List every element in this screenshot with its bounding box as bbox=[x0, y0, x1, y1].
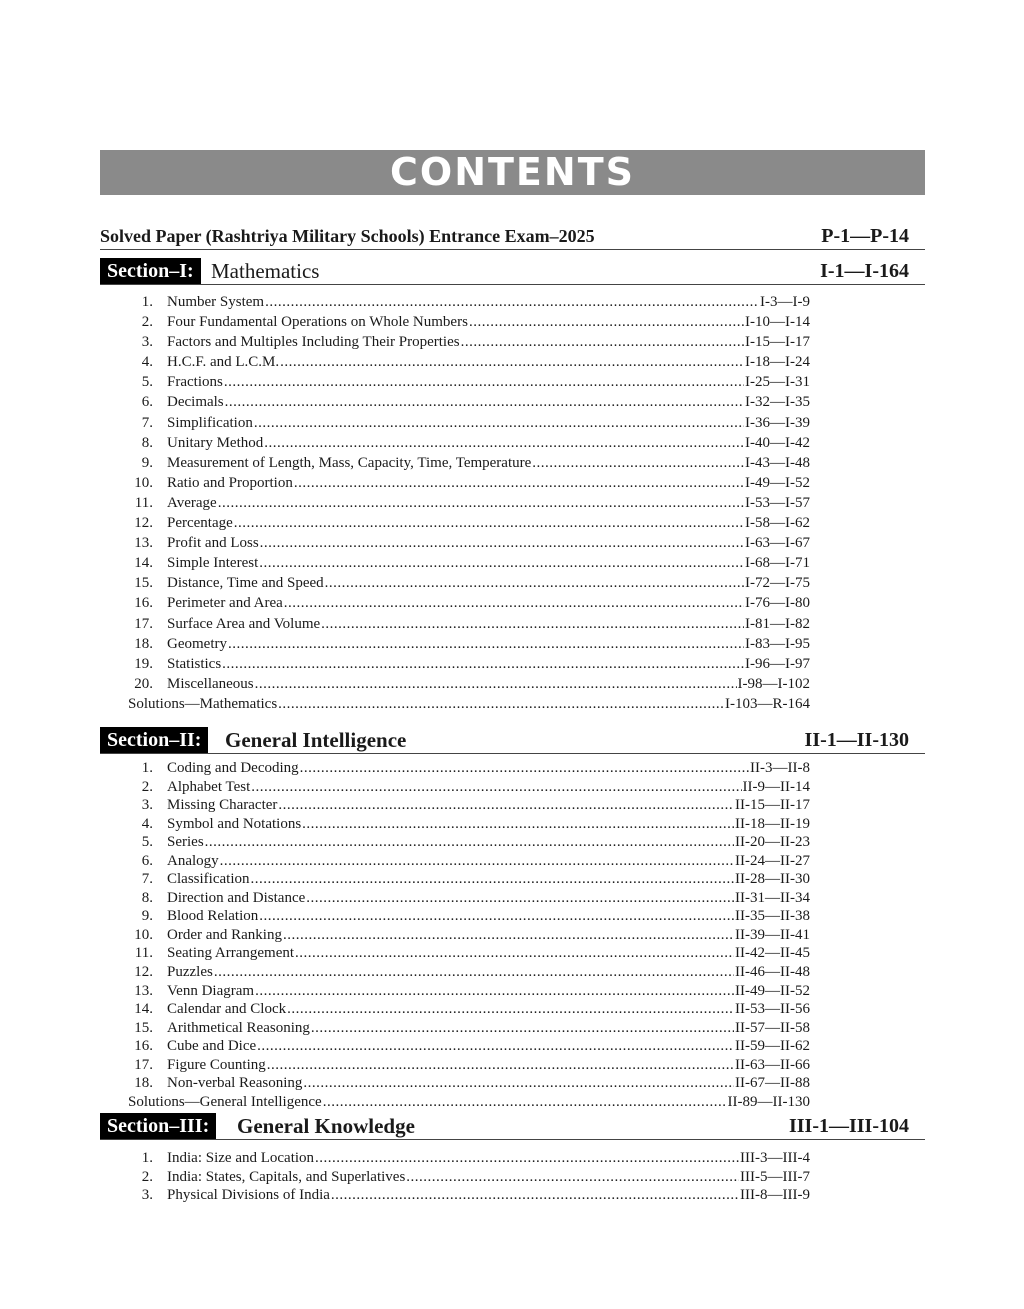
entry-title: Miscellaneous bbox=[167, 675, 254, 692]
entry-pages: II-39—II-41 bbox=[735, 926, 810, 943]
entry-pages: I-83—I-95 bbox=[745, 635, 810, 652]
toc-entry[interactable] bbox=[100, 553, 810, 573]
entry-title: Factors and Multiples Including Their Properties bbox=[167, 334, 460, 351]
dot-leader bbox=[302, 815, 734, 834]
entry-number: 7. bbox=[141, 871, 153, 888]
dot-leader bbox=[255, 982, 734, 1001]
entry-title: Profit and Loss bbox=[167, 535, 259, 552]
toc-entry[interactable] bbox=[100, 982, 810, 1001]
section-2-header[interactable] bbox=[100, 727, 925, 754]
toc-entry[interactable] bbox=[100, 614, 810, 634]
section-label: Section–III: bbox=[100, 1113, 216, 1139]
dot-leader bbox=[303, 1074, 734, 1093]
entry-pages: I-98—I-102 bbox=[737, 675, 810, 692]
entry-pages: II-35—II-38 bbox=[735, 908, 810, 925]
entry-number: 14. bbox=[134, 1001, 153, 1018]
entry-pages: I-63—I-67 bbox=[745, 535, 810, 552]
dot-leader bbox=[267, 1056, 734, 1075]
entry-pages: I-81—I-82 bbox=[745, 615, 810, 632]
entry-pages: II-49—II-52 bbox=[735, 982, 810, 999]
toc-entry[interactable] bbox=[100, 533, 810, 553]
toc-entry[interactable] bbox=[100, 332, 810, 352]
section-name: General Intelligence bbox=[225, 728, 407, 752]
entry-pages: II-3—II-8 bbox=[750, 760, 810, 776]
entry-title: Analogy bbox=[167, 852, 219, 869]
dot-leader bbox=[251, 870, 735, 889]
entry-title: Series bbox=[167, 834, 204, 851]
toc-entry[interactable] bbox=[100, 473, 810, 493]
toc-entry[interactable] bbox=[100, 926, 810, 945]
dot-leader bbox=[278, 694, 724, 714]
entry-pages: II-18—II-19 bbox=[735, 815, 810, 832]
entry-pages: II-63—II-66 bbox=[735, 1056, 810, 1073]
entry-title: Simplification bbox=[167, 414, 253, 431]
entry-title: Geometry bbox=[167, 635, 227, 652]
entry-number: 2. bbox=[141, 1168, 153, 1185]
section-1-header[interactable] bbox=[100, 258, 925, 285]
entry-number: 19. bbox=[134, 655, 153, 672]
dot-leader bbox=[220, 852, 734, 871]
toc-entry[interactable] bbox=[100, 759, 810, 778]
section-name: General Knowledge bbox=[237, 1114, 415, 1138]
toc-entry[interactable] bbox=[100, 453, 810, 473]
entry-number: 4. bbox=[141, 815, 153, 832]
toc-entry[interactable] bbox=[100, 833, 810, 852]
entry-title: Decimals bbox=[167, 394, 224, 411]
entry-number: 11. bbox=[134, 945, 153, 962]
entry-title: Figure Counting bbox=[167, 1056, 266, 1073]
dot-leader bbox=[406, 1168, 739, 1187]
entry-pages: II-31—II-34 bbox=[735, 889, 810, 906]
entry-number: 2. bbox=[141, 314, 153, 331]
dot-leader bbox=[280, 352, 744, 372]
toc-entry[interactable] bbox=[100, 674, 810, 694]
entry-title: Distance, Time and Speed bbox=[167, 575, 324, 592]
entry-number: 1. bbox=[141, 760, 153, 776]
dot-leader bbox=[294, 473, 744, 493]
toc-entry[interactable] bbox=[100, 312, 810, 332]
entry-pages: III-5—III-7 bbox=[740, 1168, 810, 1185]
entry-title: India: States, Capitals, and Superlatives bbox=[167, 1168, 406, 1185]
dot-leader bbox=[311, 1019, 734, 1038]
toc-entry[interactable] bbox=[100, 372, 810, 392]
entry-number: 9. bbox=[141, 908, 153, 925]
entry-title: Ratio and Proportion bbox=[167, 474, 293, 491]
entry-pages: II-57—II-58 bbox=[735, 1019, 810, 1036]
entry-pages: II-59—II-62 bbox=[735, 1038, 810, 1055]
entry-number: 15. bbox=[134, 1019, 153, 1036]
toc-entry[interactable] bbox=[100, 944, 810, 963]
dot-leader bbox=[323, 1093, 727, 1112]
entry-number: 1. bbox=[141, 294, 153, 310]
entry-title: Classification bbox=[167, 871, 250, 888]
toc-solutions-entry[interactable] bbox=[100, 1093, 810, 1112]
entry-number: 8. bbox=[141, 434, 153, 451]
toc-entry[interactable] bbox=[100, 778, 810, 797]
entry-title: Calendar and Clock bbox=[167, 1001, 287, 1018]
entry-title: Percentage bbox=[167, 515, 233, 532]
entry-pages: II-42—II-45 bbox=[735, 945, 810, 962]
toc-entry[interactable] bbox=[100, 1037, 810, 1056]
dot-leader bbox=[214, 963, 734, 982]
section-label: Section–II: bbox=[100, 727, 208, 753]
entry-pages: I-15—I-17 bbox=[745, 334, 810, 351]
entry-title: Physical Divisions of India bbox=[167, 1187, 330, 1203]
solutions-pages: I-103—R-164 bbox=[725, 695, 810, 712]
section-pages: II-1—II-130 bbox=[804, 729, 909, 751]
entry-pages: I-53—I-57 bbox=[745, 494, 810, 511]
section-1-entries bbox=[100, 292, 810, 714]
dot-leader bbox=[278, 796, 734, 815]
entry-number: 13. bbox=[134, 982, 153, 999]
entry-title: Measurement of Length, Mass, Capacity, Time, Temperature bbox=[167, 454, 532, 471]
dot-leader bbox=[234, 513, 744, 533]
solved-paper-title: Solved Paper (Rashtriya Military Schools) Entrance Exam–2025 bbox=[100, 226, 595, 246]
dot-leader bbox=[325, 573, 744, 593]
entry-pages: II-9—II-14 bbox=[742, 778, 810, 795]
entry-number: 2. bbox=[141, 778, 153, 795]
entry-number: 16. bbox=[134, 595, 153, 612]
dot-leader bbox=[218, 493, 744, 513]
dot-leader bbox=[264, 433, 744, 453]
toc-entry[interactable] bbox=[100, 1074, 810, 1093]
entry-title: Missing Character bbox=[167, 797, 278, 814]
toc-entry[interactable] bbox=[100, 963, 810, 982]
entry-title: Statistics bbox=[167, 655, 222, 672]
entry-title: Unitary Method bbox=[167, 434, 264, 451]
toc-entry[interactable] bbox=[100, 1186, 810, 1205]
entry-pages: I-43—I-48 bbox=[745, 454, 810, 471]
entry-pages: II-20—II-23 bbox=[735, 834, 810, 851]
dot-leader bbox=[259, 907, 734, 926]
entry-pages: II-15—II-17 bbox=[735, 797, 810, 814]
entry-pages: I-49—I-52 bbox=[745, 474, 810, 491]
toc-entry[interactable] bbox=[100, 292, 810, 312]
toc-entry[interactable] bbox=[100, 1019, 810, 1038]
toc-entry[interactable] bbox=[100, 634, 810, 654]
entry-number: 6. bbox=[141, 852, 153, 869]
entry-pages: III-3—III-4 bbox=[740, 1150, 810, 1166]
toc-entry[interactable] bbox=[100, 815, 810, 834]
entry-pages: I-18—I-24 bbox=[745, 354, 810, 371]
dot-leader bbox=[295, 944, 734, 963]
toc-entry[interactable] bbox=[100, 573, 810, 593]
entry-number: 13. bbox=[134, 535, 153, 552]
entry-title: Four Fundamental Operations on Whole Numbers bbox=[167, 314, 468, 331]
contents-banner: CONTENTS bbox=[100, 150, 925, 195]
toc-entry[interactable] bbox=[100, 493, 810, 513]
toc-entry[interactable] bbox=[100, 1000, 810, 1019]
entry-number: 6. bbox=[141, 394, 153, 411]
dot-leader bbox=[224, 372, 744, 392]
entry-pages: II-67—II-88 bbox=[735, 1075, 810, 1092]
entry-pages: II-53—II-56 bbox=[735, 1001, 810, 1018]
entry-pages: I-68—I-71 bbox=[745, 555, 810, 572]
entry-number: 14. bbox=[134, 555, 153, 572]
dot-leader bbox=[532, 453, 744, 473]
section-label: Section–I: bbox=[100, 258, 201, 284]
entry-title: Surface Area and Volume bbox=[167, 615, 321, 632]
entry-number: 20. bbox=[134, 675, 153, 692]
dot-leader bbox=[254, 413, 744, 433]
entry-number: 12. bbox=[134, 515, 153, 532]
entry-number: 16. bbox=[134, 1038, 153, 1055]
entry-title: Non-verbal Reasoning bbox=[167, 1075, 303, 1092]
entry-pages: I-58—I-62 bbox=[745, 515, 810, 532]
dot-leader bbox=[315, 1149, 739, 1168]
entry-pages: I-72—I-75 bbox=[745, 575, 810, 592]
entry-number: 10. bbox=[134, 474, 153, 491]
entry-title: Venn Diagram bbox=[167, 982, 255, 999]
entry-title: Number System bbox=[167, 294, 265, 310]
dot-leader bbox=[225, 392, 744, 412]
entry-title: Puzzles bbox=[167, 964, 213, 981]
toc-entry[interactable] bbox=[100, 1149, 810, 1168]
dot-leader bbox=[331, 1186, 739, 1205]
entry-title: Order and Ranking bbox=[167, 926, 282, 943]
entry-title: Symbol and Notations bbox=[167, 815, 302, 832]
entry-number: 7. bbox=[141, 414, 153, 431]
toc-entry[interactable] bbox=[100, 796, 810, 815]
section-name: Mathematics bbox=[211, 259, 320, 283]
dot-leader bbox=[321, 614, 744, 634]
entry-title: Direction and Distance bbox=[167, 889, 306, 906]
solved-paper-pages: P-1—P-14 bbox=[821, 225, 909, 247]
entry-pages: I-25—I-31 bbox=[745, 374, 810, 391]
entry-number: 1. bbox=[141, 1150, 153, 1166]
toc-entry[interactable] bbox=[100, 654, 810, 674]
dot-leader bbox=[265, 292, 759, 312]
section-2-entries bbox=[100, 759, 810, 1111]
dot-leader bbox=[469, 312, 744, 332]
entry-number: 17. bbox=[134, 615, 153, 632]
entry-number: 12. bbox=[134, 964, 153, 981]
entry-title: Alphabet Test bbox=[167, 778, 251, 795]
entry-pages: I-10—I-14 bbox=[745, 314, 810, 331]
section-3-header[interactable] bbox=[100, 1113, 925, 1140]
entry-title: Fractions bbox=[167, 374, 223, 391]
entry-number: 11. bbox=[134, 494, 153, 511]
dot-leader bbox=[255, 674, 737, 694]
entry-number: 9. bbox=[141, 454, 153, 471]
dot-leader bbox=[251, 778, 741, 797]
dot-leader bbox=[306, 889, 734, 908]
entry-number: 5. bbox=[141, 834, 153, 851]
section-3-entries bbox=[100, 1149, 810, 1205]
dot-leader bbox=[228, 634, 744, 654]
entry-pages: I-76—I-80 bbox=[745, 595, 810, 612]
entry-title: Seating Arrangement bbox=[167, 945, 295, 962]
entry-title: H.C.F. and L.C.M. bbox=[167, 354, 280, 371]
toc-solutions-entry[interactable] bbox=[100, 694, 810, 714]
entry-pages: I-3—I-9 bbox=[760, 294, 810, 310]
entry-number: 4. bbox=[141, 354, 153, 371]
entry-pages: I-96—I-97 bbox=[745, 655, 810, 672]
dot-leader bbox=[222, 654, 744, 674]
toc-entry[interactable] bbox=[100, 870, 810, 889]
entry-number: 10. bbox=[134, 926, 153, 943]
entry-title: Blood Relation bbox=[167, 908, 259, 925]
toc-entry[interactable] bbox=[100, 1056, 810, 1075]
toc-entry[interactable] bbox=[100, 889, 810, 908]
entry-pages: I-40—I-42 bbox=[745, 434, 810, 451]
entry-title: Cube and Dice bbox=[167, 1038, 257, 1055]
entry-title: Simple Interest bbox=[167, 555, 259, 572]
entry-title: Coding and Decoding bbox=[167, 760, 299, 776]
entry-number: 18. bbox=[134, 635, 153, 652]
dot-leader bbox=[260, 533, 744, 553]
toc-entry[interactable] bbox=[100, 513, 810, 533]
entry-number: 8. bbox=[141, 889, 153, 906]
section-pages: I-1—I-164 bbox=[820, 260, 909, 282]
dot-leader bbox=[284, 593, 744, 613]
dot-leader bbox=[461, 332, 744, 352]
entry-title: Perimeter and Area bbox=[167, 595, 283, 612]
entry-title: Arithmetical Reasoning bbox=[167, 1019, 310, 1036]
toc-entry[interactable] bbox=[100, 593, 810, 613]
entry-number: 18. bbox=[134, 1075, 153, 1092]
dot-leader bbox=[283, 926, 734, 945]
section-pages: III-1—III-104 bbox=[788, 1115, 909, 1137]
entry-number: 15. bbox=[134, 575, 153, 592]
dot-leader bbox=[205, 833, 734, 852]
toc-entry[interactable] bbox=[100, 433, 810, 453]
entry-pages: I-32—I-35 bbox=[745, 394, 810, 411]
entry-number: 3. bbox=[141, 334, 153, 351]
entry-title: Average bbox=[167, 494, 217, 511]
entry-pages: II-28—II-30 bbox=[735, 871, 810, 888]
entry-number: 17. bbox=[134, 1056, 153, 1073]
entry-number: 5. bbox=[141, 374, 153, 391]
toc-entry[interactable] bbox=[100, 852, 810, 871]
dot-leader bbox=[300, 759, 749, 778]
dot-leader bbox=[257, 1037, 734, 1056]
toc-entry[interactable] bbox=[100, 352, 810, 372]
entry-pages: II-46—II-48 bbox=[735, 964, 810, 981]
solutions-pages: II-89—II-130 bbox=[727, 1093, 810, 1110]
dot-leader bbox=[259, 553, 744, 573]
toc-entry[interactable] bbox=[100, 1168, 810, 1187]
entry-number: 3. bbox=[141, 797, 153, 814]
entry-pages: II-24—II-27 bbox=[735, 852, 810, 869]
toc-entry[interactable] bbox=[100, 907, 810, 926]
entry-pages: I-36—I-39 bbox=[745, 414, 810, 431]
toc-entry[interactable] bbox=[100, 392, 810, 412]
entry-number: 3. bbox=[141, 1187, 153, 1203]
toc-entry[interactable] bbox=[100, 413, 810, 433]
entry-title: India: Size and Location bbox=[167, 1150, 315, 1166]
solutions-title: Solutions—General Intelligence bbox=[128, 1093, 322, 1110]
dot-leader bbox=[287, 1000, 734, 1019]
entry-pages: III-8—III-9 bbox=[740, 1187, 810, 1203]
solutions-title: Solutions—Mathematics bbox=[128, 695, 278, 712]
solved-paper-row[interactable] bbox=[100, 224, 925, 250]
